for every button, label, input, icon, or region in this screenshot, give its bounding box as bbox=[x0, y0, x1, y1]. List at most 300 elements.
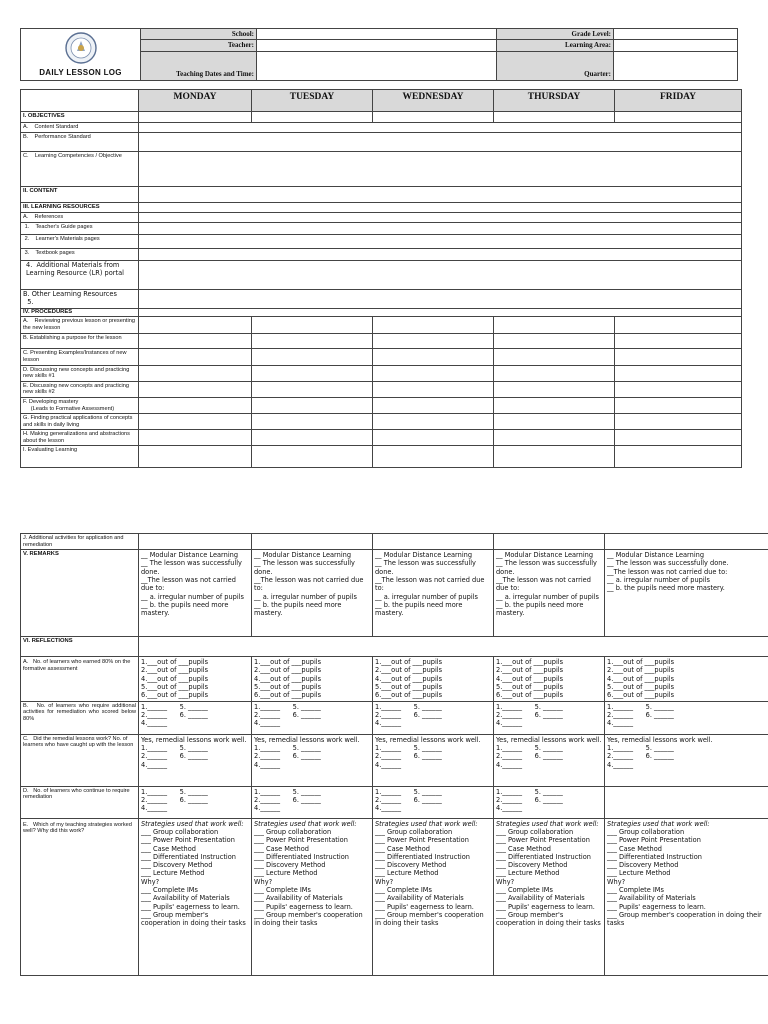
proc-f-friday[interactable] bbox=[615, 397, 742, 413]
blank-line: 4.______ bbox=[254, 719, 281, 728]
strategy-item: ___ Lecture Method bbox=[254, 869, 318, 878]
remarks-line: __ Modular Distance Learning bbox=[375, 551, 473, 560]
blank-line: 5. ______ bbox=[179, 743, 208, 752]
blank-line: 5. ______ bbox=[292, 702, 321, 711]
row-sub-label: (Leads to Formative Assessment) bbox=[30, 405, 115, 412]
blank-line: 1.______ bbox=[141, 743, 168, 752]
day-thursday: THURSDAY bbox=[494, 90, 615, 112]
blank-line: 5. ______ bbox=[292, 787, 321, 796]
proc-h-thursday[interactable] bbox=[494, 430, 615, 446]
proc-j-label: J. Additional activities for application and remediation bbox=[21, 534, 139, 550]
score-line: 4.___out of ___pupils bbox=[496, 674, 564, 683]
proc-i-wednesday[interactable] bbox=[373, 446, 494, 468]
score-line: 2.___out of ___pupils bbox=[254, 666, 322, 675]
why-item: ___ Complete IMs bbox=[254, 886, 311, 895]
refl-c-monday[interactable] bbox=[139, 734, 252, 786]
why-item: ___ Group member's cooperation in doing their tasks bbox=[496, 910, 601, 928]
blank-line: 4.______ bbox=[141, 719, 168, 728]
blank-line: 4.______ bbox=[496, 719, 523, 728]
proc-d-thursday[interactable] bbox=[494, 365, 615, 381]
proc-c-tuesday[interactable] bbox=[252, 349, 373, 365]
blank-line-pair bbox=[496, 796, 602, 804]
remarks-thursday[interactable] bbox=[494, 550, 605, 637]
why-item: ___ Complete IMs bbox=[141, 886, 198, 895]
blank-line: 1.______ bbox=[141, 787, 168, 796]
teacher-label: Teacher: bbox=[141, 40, 257, 51]
day-monday: MONDAY bbox=[139, 90, 252, 112]
proc-f-label bbox=[21, 397, 139, 413]
score-line: 1.___out of ___pupils bbox=[254, 658, 322, 667]
refl-c-tuesday[interactable] bbox=[252, 734, 373, 786]
blank-line-pair bbox=[141, 752, 249, 760]
corner-cell bbox=[21, 90, 139, 112]
proc-b-thursday[interactable] bbox=[494, 334, 615, 349]
score-line: 6.___out of ___pupils bbox=[254, 691, 322, 700]
teaching-dates-field[interactable] bbox=[257, 51, 497, 80]
objectives-wednesday[interactable] bbox=[373, 112, 494, 123]
proc-f-tuesday[interactable] bbox=[252, 397, 373, 413]
learning-resources-field[interactable] bbox=[139, 203, 742, 213]
refl-a-tuesday[interactable] bbox=[252, 657, 373, 701]
refl-c-wednesday[interactable] bbox=[373, 734, 494, 786]
refl-d-label bbox=[21, 786, 139, 818]
why-item: ___ Complete IMs bbox=[607, 886, 664, 895]
why-item: ___ Pupils' eagerness to learn. bbox=[254, 902, 353, 911]
page-title: DAILY LESSON LOG bbox=[39, 68, 122, 78]
strategy-item: ___ Case Method bbox=[254, 844, 309, 853]
learners-materials-field[interactable] bbox=[139, 235, 742, 249]
refl-a-monday[interactable] bbox=[139, 657, 252, 701]
score-line: 2.___out of ___pupils bbox=[141, 666, 209, 675]
proc-j-friday[interactable] bbox=[605, 534, 768, 550]
refl-a-wednesday[interactable] bbox=[373, 657, 494, 701]
refl-b-friday[interactable] bbox=[605, 701, 768, 734]
remarks-line: __The lesson was not carried due to: bbox=[607, 567, 728, 576]
grade-level-field[interactable] bbox=[614, 29, 738, 40]
blank-line-pair bbox=[496, 788, 602, 796]
row-label-text: Learner's Materials pages bbox=[35, 236, 100, 242]
blank-line: 4.______ bbox=[254, 760, 281, 769]
proc-g-label: G. Finding practical applications of concepts and skills in daily living bbox=[21, 414, 139, 430]
why-item: ___ Availability of Materials bbox=[607, 894, 696, 903]
score-line: 1.___out of ___pupils bbox=[141, 658, 209, 667]
blank-line: 6. ______ bbox=[645, 710, 674, 719]
row-letter: C. bbox=[23, 153, 29, 159]
remedial-text: Yes, remedial lessons work well. bbox=[254, 735, 360, 744]
proc-a-tuesday[interactable] bbox=[252, 317, 373, 334]
blank-line: 1.______ bbox=[607, 702, 634, 711]
textbook-label bbox=[21, 249, 139, 261]
quarter-field[interactable] bbox=[614, 51, 738, 80]
proc-f-thursday[interactable] bbox=[494, 397, 615, 413]
blank-line: 4.______ bbox=[375, 719, 402, 728]
blank-line: 6. ______ bbox=[534, 795, 563, 804]
row-label-text: Learning Competencies / Objective bbox=[34, 153, 122, 159]
strategy-item: ___ Discovery Method bbox=[607, 861, 679, 870]
proc-e-thursday[interactable] bbox=[494, 381, 615, 397]
score-line: 5.___out of ___pupils bbox=[254, 683, 322, 692]
objectives-heading: I. OBJECTIVES bbox=[21, 112, 139, 123]
refl-d-tuesday[interactable] bbox=[252, 786, 373, 818]
blank-line-pair bbox=[375, 744, 491, 752]
proc-c-monday[interactable] bbox=[139, 349, 252, 365]
strategy-item: ___ Lecture Method bbox=[375, 869, 439, 878]
refl-b-thursday[interactable] bbox=[494, 701, 605, 734]
why-item: ___ Group member's cooperation in doing their tasks bbox=[141, 910, 246, 928]
score-line: 4.___out of ___pupils bbox=[141, 674, 209, 683]
row-number: 3. bbox=[24, 250, 30, 256]
proc-i-friday[interactable] bbox=[615, 446, 742, 468]
strategy-item: ___ Differentiated Instruction bbox=[141, 852, 236, 861]
teachers-guide-field[interactable] bbox=[139, 223, 742, 235]
remarks-line: __ b. the pupils need more mastery. bbox=[254, 600, 342, 618]
strategy-item: ___ Lecture Method bbox=[607, 869, 671, 878]
blank-line: 2.______ bbox=[607, 710, 634, 719]
references-field[interactable] bbox=[139, 213, 742, 223]
learning-area-label: Learning Area: bbox=[497, 40, 614, 51]
performance-standard-label bbox=[21, 133, 139, 152]
proc-c-thursday[interactable] bbox=[494, 349, 615, 365]
blank-line: 2.______ bbox=[375, 795, 402, 804]
blank-line: 5. ______ bbox=[179, 702, 208, 711]
refl-c-thursday[interactable] bbox=[494, 734, 605, 786]
blank-line: 5. ______ bbox=[645, 743, 674, 752]
strategy-item: ___ Power Point Presentation bbox=[607, 836, 701, 845]
remarks-line: __ a. irregular number of pupils bbox=[607, 576, 710, 585]
blank-line: 4.______ bbox=[141, 804, 168, 813]
objectives-monday[interactable] bbox=[139, 112, 252, 123]
content-field[interactable] bbox=[139, 187, 742, 203]
refl-d-thursday[interactable] bbox=[494, 786, 605, 818]
refl-e-label bbox=[21, 818, 139, 975]
row-label-text: Additional Materials from Learning Resource (LR) portal bbox=[26, 261, 124, 277]
blank-line: 4.______ bbox=[496, 804, 523, 813]
teaching-dates-label: Teaching Dates and Time: bbox=[141, 51, 257, 80]
strategies-heading: Strategies used that work well: bbox=[607, 819, 710, 828]
proc-d-monday[interactable] bbox=[139, 365, 252, 381]
blank-line-pair bbox=[375, 796, 491, 804]
score-line: 5.___out of ___pupils bbox=[607, 683, 675, 692]
blank-line: 6. ______ bbox=[179, 710, 208, 719]
proc-e-friday[interactable] bbox=[615, 381, 742, 397]
refl-d-friday[interactable] bbox=[605, 786, 768, 818]
performance-standard-field[interactable] bbox=[139, 133, 742, 152]
why-item: ___ Pupils' eagerness to learn. bbox=[496, 902, 595, 911]
proc-b-label: B. Establishing a purpose for the lesson bbox=[21, 334, 139, 349]
strategy-item: ___ Discovery Method bbox=[141, 861, 213, 870]
remarks-line: __ b. the pupils need more mastery. bbox=[607, 584, 725, 593]
blank-line: 4.______ bbox=[607, 719, 634, 728]
proc-c-label: C. Presenting Examples/Instances of new lesson bbox=[21, 349, 139, 365]
proc-j-monday[interactable] bbox=[139, 534, 252, 550]
refl-e-friday[interactable] bbox=[605, 818, 768, 975]
school-label: School: bbox=[141, 29, 257, 40]
remarks-line: __The lesson was not carried due to: bbox=[141, 576, 236, 593]
competencies-label bbox=[21, 152, 139, 187]
refl-e-monday[interactable] bbox=[139, 818, 252, 975]
blank-line-pair bbox=[254, 703, 370, 711]
objectives-friday[interactable] bbox=[615, 112, 742, 123]
objectives-tuesday[interactable] bbox=[252, 112, 373, 123]
procedures-field[interactable] bbox=[139, 308, 742, 317]
competencies-field[interactable] bbox=[139, 152, 742, 187]
why-item: ___ Group member's cooperation in doing their tasks bbox=[375, 910, 484, 928]
proc-c-friday[interactable] bbox=[615, 349, 742, 365]
strategy-item: ___ Group collaboration bbox=[141, 827, 219, 836]
blank-line: 1.______ bbox=[254, 702, 281, 711]
proc-b-wednesday[interactable] bbox=[373, 334, 494, 349]
why-item: ___ Availability of Materials bbox=[496, 894, 585, 903]
proc-h-wednesday[interactable] bbox=[373, 430, 494, 446]
proc-h-label: H. Making generalizations and abstractions about the lesson bbox=[21, 430, 139, 446]
remarks-tuesday[interactable] bbox=[252, 550, 373, 637]
row-label-text: Reviewing previous lesson or presenting the new lesson bbox=[23, 318, 135, 331]
day-tuesday: TUESDAY bbox=[252, 90, 373, 112]
refl-e-wednesday[interactable] bbox=[373, 818, 494, 975]
score-line: 6.___out of ___pupils bbox=[496, 691, 564, 700]
reflections-field[interactable] bbox=[139, 637, 768, 657]
learners-materials-label bbox=[21, 235, 139, 249]
row-label-text: B. Other Learning Resources bbox=[23, 290, 117, 298]
blank-line: 4.______ bbox=[607, 760, 634, 769]
refl-a-label bbox=[21, 657, 139, 701]
remarks-line: __The lesson was not carried due to: bbox=[375, 576, 485, 593]
refl-a-friday[interactable] bbox=[605, 657, 768, 701]
remarks-line: __ a. irregular number of pupils bbox=[496, 592, 599, 601]
blank-line: 1.______ bbox=[496, 787, 523, 796]
blank-line: 6. ______ bbox=[292, 752, 321, 761]
refl-e-thursday[interactable] bbox=[494, 818, 605, 975]
proc-g-tuesday[interactable] bbox=[252, 414, 373, 430]
content-standard-field[interactable] bbox=[139, 123, 742, 133]
strategy-item: ___ Power Point Presentation bbox=[496, 836, 590, 845]
blank-line: 2.______ bbox=[254, 752, 281, 761]
blank-line: 2.______ bbox=[141, 710, 168, 719]
refl-c-friday[interactable] bbox=[605, 734, 768, 786]
blank-line-pair bbox=[496, 744, 602, 752]
proc-b-friday[interactable] bbox=[615, 334, 742, 349]
proc-j-wednesday[interactable] bbox=[373, 534, 494, 550]
other-resources-field[interactable] bbox=[139, 290, 742, 309]
proc-h-monday[interactable] bbox=[139, 430, 252, 446]
score-line: 4.___out of ___pupils bbox=[375, 674, 443, 683]
blank-line: 5. ______ bbox=[179, 787, 208, 796]
proc-i-thursday[interactable] bbox=[494, 446, 615, 468]
blank-line: 4.______ bbox=[375, 804, 402, 813]
refl-d-monday[interactable] bbox=[139, 786, 252, 818]
learning-area-field[interactable] bbox=[614, 40, 738, 51]
row-label-text: No. of learners who require additional activities for remediation who scored below 80% bbox=[23, 702, 136, 722]
header-logo-cell bbox=[21, 29, 141, 81]
proc-h-friday[interactable] bbox=[615, 430, 742, 446]
strategy-item: ___ Power Point Presentation bbox=[375, 836, 469, 845]
why-label: Why? bbox=[496, 877, 515, 886]
row-label-text: Did the remedial lessons work? No. of learners who have caught up with the lesson bbox=[23, 735, 134, 749]
proc-f-monday[interactable] bbox=[139, 397, 252, 413]
why-item: ___ Pupils' eagerness to learn. bbox=[607, 902, 706, 911]
proc-j-tuesday[interactable] bbox=[252, 534, 373, 550]
blank-line: 1.______ bbox=[607, 743, 634, 752]
row-letter: A. bbox=[23, 659, 29, 666]
proc-a-monday[interactable] bbox=[139, 317, 252, 334]
blank-line: 2.______ bbox=[496, 710, 523, 719]
blank-line: 6. ______ bbox=[534, 710, 563, 719]
procedures-heading: IV. PROCEDURES bbox=[21, 308, 139, 317]
row-label-text: Which of my teaching strategies worked well? Why did this work? bbox=[23, 821, 132, 835]
lr-portal-field[interactable] bbox=[139, 261, 742, 290]
proc-d-friday[interactable] bbox=[615, 365, 742, 381]
why-item: ___ Group member's cooperation in doing their tasks bbox=[254, 910, 363, 928]
strategy-item: ___ Group collaboration bbox=[375, 827, 453, 836]
deped-seal-icon bbox=[59, 31, 103, 65]
row-number: 5. bbox=[27, 297, 34, 306]
blank-line: 2.______ bbox=[254, 795, 281, 804]
blank-line: 5. ______ bbox=[534, 702, 563, 711]
blank-line-pair bbox=[254, 788, 370, 796]
strategy-item: ___ Case Method bbox=[375, 844, 430, 853]
proc-b-tuesday[interactable] bbox=[252, 334, 373, 349]
blank-line-pair bbox=[607, 711, 768, 719]
textbook-field[interactable] bbox=[139, 249, 742, 261]
why-label: Why? bbox=[254, 877, 273, 886]
proc-i-monday[interactable] bbox=[139, 446, 252, 468]
score-line: 6.___out of ___pupils bbox=[141, 691, 209, 700]
score-line: 1.___out of ___pupils bbox=[607, 658, 675, 667]
blank-line: 2.______ bbox=[375, 752, 402, 761]
blank-line: 6. ______ bbox=[413, 710, 442, 719]
proc-c-wednesday[interactable] bbox=[373, 349, 494, 365]
blank-line: 5. ______ bbox=[534, 743, 563, 752]
remarks-line: __ The lesson was successfully done. bbox=[141, 559, 242, 576]
why-item: ___ Complete IMs bbox=[496, 886, 553, 895]
proc-g-thursday[interactable] bbox=[494, 414, 615, 430]
proc-e-monday[interactable] bbox=[139, 381, 252, 397]
refl-b-tuesday[interactable] bbox=[252, 701, 373, 734]
other-resources-label bbox=[21, 290, 139, 309]
refl-b-monday[interactable] bbox=[139, 701, 252, 734]
why-item: ___ Availability of Materials bbox=[254, 894, 343, 903]
blank-line: 1.______ bbox=[141, 702, 168, 711]
blank-line-pair bbox=[141, 796, 249, 804]
row-label-text: F. Developing mastery bbox=[23, 398, 79, 405]
blank-line: 1.______ bbox=[496, 702, 523, 711]
day-wednesday: WEDNESDAY bbox=[373, 90, 494, 112]
why-label: Why? bbox=[607, 877, 626, 886]
refl-b-wednesday[interactable] bbox=[373, 701, 494, 734]
strategy-item: ___ Differentiated Instruction bbox=[607, 852, 702, 861]
blank-line: 4.______ bbox=[496, 760, 523, 769]
row-label-text: Performance Standard bbox=[34, 134, 91, 140]
proc-e-tuesday[interactable] bbox=[252, 381, 373, 397]
blank-line-pair bbox=[375, 703, 491, 711]
grade-level-label: Grade Level: bbox=[497, 29, 614, 40]
row-letter: A. bbox=[23, 214, 29, 220]
score-line: 1.___out of ___pupils bbox=[375, 658, 443, 667]
quarter-label: Quarter: bbox=[497, 51, 614, 80]
blank-line: 1.______ bbox=[496, 743, 523, 752]
remarks-line: __ b. the pupils need more mastery. bbox=[496, 600, 584, 618]
refl-a-thursday[interactable] bbox=[494, 657, 605, 701]
proc-i-tuesday[interactable] bbox=[252, 446, 373, 468]
blank-line-pair bbox=[254, 796, 370, 804]
proc-e-wednesday[interactable] bbox=[373, 381, 494, 397]
blank-line-pair bbox=[496, 703, 602, 711]
refl-d-wednesday[interactable] bbox=[373, 786, 494, 818]
blank-line-pair bbox=[141, 788, 249, 796]
blank-line: 5. ______ bbox=[413, 787, 442, 796]
why-item: ___ Pupils' eagerness to learn. bbox=[141, 902, 240, 911]
score-line: 2.___out of ___pupils bbox=[496, 666, 564, 675]
lesson-log-table-continued bbox=[20, 533, 768, 976]
proc-a-thursday[interactable] bbox=[494, 317, 615, 334]
score-line: 1.___out of ___pupils bbox=[496, 658, 564, 667]
remedial-text: Yes, remedial lessons work well. bbox=[496, 735, 602, 744]
strategies-heading: Strategies used that work well: bbox=[496, 819, 599, 828]
remarks-line: __The lesson was not carried due to: bbox=[254, 576, 364, 593]
remarks-line: __ The lesson was successfully done. bbox=[375, 559, 476, 576]
proc-d-tuesday[interactable] bbox=[252, 365, 373, 381]
score-line: 4.___out of ___pupils bbox=[254, 674, 322, 683]
blank-line: 2.______ bbox=[375, 710, 402, 719]
refl-c-label bbox=[21, 734, 139, 786]
proc-g-friday[interactable] bbox=[615, 414, 742, 430]
strategy-item: ___ Case Method bbox=[607, 844, 662, 853]
row-number: 1. bbox=[24, 224, 30, 230]
teacher-field[interactable] bbox=[257, 40, 497, 51]
proc-b-monday[interactable] bbox=[139, 334, 252, 349]
reflections-heading: VI. REFLECTIONS bbox=[21, 637, 139, 657]
score-line: 4.___out of ___pupils bbox=[607, 674, 675, 683]
remarks-line: __ Modular Distance Learning bbox=[496, 551, 594, 560]
proc-f-wednesday[interactable] bbox=[373, 397, 494, 413]
blank-line: 1.______ bbox=[254, 743, 281, 752]
row-letter: C. bbox=[23, 735, 29, 742]
score-line: 6.___out of ___pupils bbox=[607, 691, 675, 700]
score-line: 2.___out of ___pupils bbox=[375, 666, 443, 675]
remarks-friday[interactable] bbox=[605, 550, 768, 637]
remarks-line: __ The lesson was successfully done. bbox=[254, 559, 355, 576]
proc-g-wednesday[interactable] bbox=[373, 414, 494, 430]
blank-line-pair bbox=[607, 703, 768, 711]
teachers-guide-label bbox=[21, 223, 139, 235]
proc-a-friday[interactable] bbox=[615, 317, 742, 334]
objectives-thursday[interactable] bbox=[494, 112, 615, 123]
why-item: ___ Complete IMs bbox=[375, 886, 432, 895]
proc-d-wednesday[interactable] bbox=[373, 365, 494, 381]
blank-line-pair bbox=[141, 744, 249, 752]
blank-line: 6. ______ bbox=[292, 710, 321, 719]
blank-line: 2.______ bbox=[496, 752, 523, 761]
remarks-wednesday[interactable] bbox=[373, 550, 494, 637]
lesson-log-table bbox=[20, 89, 742, 468]
row-label-text: No. of learners who continue to require remediation bbox=[23, 787, 130, 801]
refl-e-tuesday[interactable] bbox=[252, 818, 373, 975]
strategy-item: ___ Discovery Method bbox=[375, 861, 447, 870]
blank-line: 6. ______ bbox=[179, 795, 208, 804]
remarks-monday[interactable] bbox=[139, 550, 252, 637]
proc-a-wednesday[interactable] bbox=[373, 317, 494, 334]
proc-h-tuesday[interactable] bbox=[252, 430, 373, 446]
strategy-item: ___ Discovery Method bbox=[496, 861, 568, 870]
score-line: 5.___out of ___pupils bbox=[375, 683, 443, 692]
remedial-text: Yes, remedial lessons work well. bbox=[607, 735, 713, 744]
blank-line-pair bbox=[375, 752, 491, 760]
proc-j-thursday[interactable] bbox=[494, 534, 605, 550]
proc-g-monday[interactable] bbox=[139, 414, 252, 430]
school-field[interactable] bbox=[257, 29, 497, 40]
remarks-line: __ b. the pupils need more mastery. bbox=[141, 600, 229, 618]
strategy-item: ___ Power Point Presentation bbox=[141, 836, 235, 845]
